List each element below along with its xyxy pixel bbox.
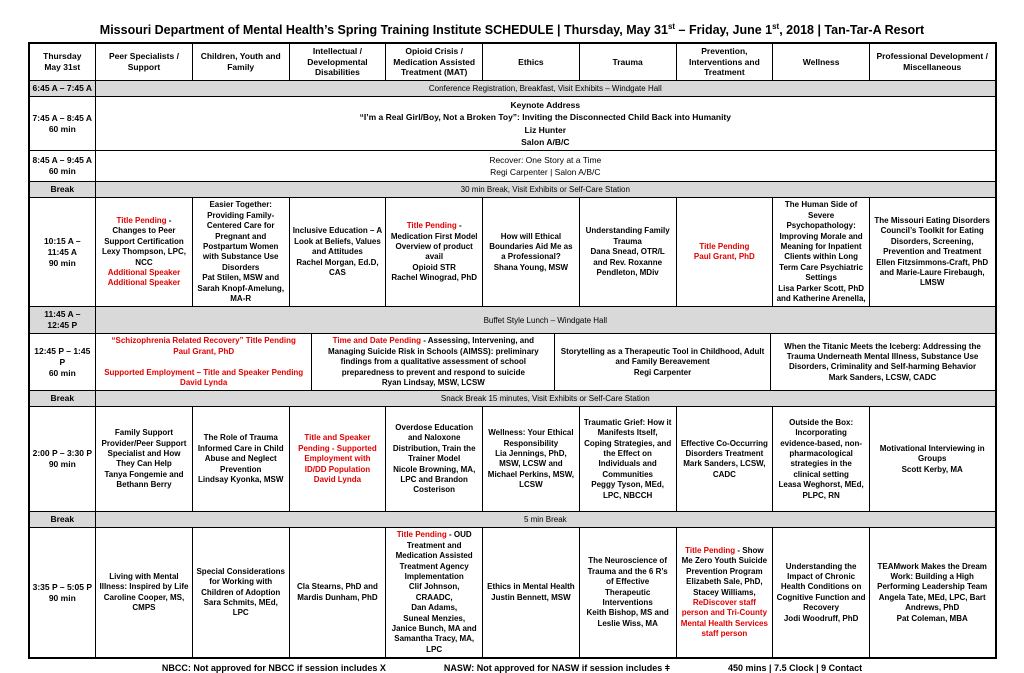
cell-line: Salon A/B/C: [521, 137, 570, 148]
schedule-row: [30, 80, 995, 96]
cell-line: Dan Adams,: [411, 603, 458, 613]
time-cell: [30, 198, 96, 306]
cell-line: Mark Sanders, LCSW, CADC: [828, 372, 937, 382]
cell-line: 90 min: [48, 459, 76, 470]
cell-line: [389, 530, 479, 582]
cell-line: The Neuroscience of Trauma and the 6 R’s of Effective Therapeutic Interventions: [587, 556, 668, 607]
cell-line: Regi Carpenter: [633, 367, 692, 377]
session-cell: [579, 528, 676, 657]
session-cell: [95, 334, 311, 390]
session-cell: [579, 407, 676, 511]
cell-line: [173, 347, 234, 357]
cell-line: [108, 268, 180, 278]
time-cell: [30, 407, 96, 511]
schedule-row: [30, 390, 995, 406]
cell-line: [680, 546, 770, 577]
pending-text: Title Pending: [699, 241, 750, 251]
session-cell: [554, 334, 769, 390]
cell-line: The Role of Trauma Informed Care in Child Abuse and Neglect Prevention: [197, 433, 284, 474]
header-cell-date: [30, 44, 96, 80]
cell-line: [108, 278, 180, 288]
cell-line: Ellen Fitzsimmons-Craft, PhD and Marie-Laure Firebaugh, LMSW: [876, 257, 989, 288]
cell-line: 60 min: [48, 166, 76, 177]
cell-line: Ryan Lindsay, MSW, LCSW: [381, 377, 485, 387]
cell-line: 12:45 P – 1:45 P: [34, 345, 91, 367]
cell-line: [203, 357, 205, 367]
cell-line: May 31st: [44, 62, 81, 73]
title-text: – Friday, June 1: [675, 23, 773, 38]
cell-line: Sara Schmits, MEd, LPC: [203, 597, 278, 618]
cell-line: The Missouri Eating Disorders Council’s Toolkit for Eating Disorders, Screening, Prevention and Treatment: [874, 215, 990, 257]
cell-line: 60 min: [48, 367, 76, 378]
cell-line: Rachel Morgan, Ed.D, CAS: [296, 257, 379, 277]
header-cell-track: Opioid Crisis / Medication Assisted Treatment (MAT): [385, 44, 482, 80]
cell-line: Inclusive Education – A Look at Beliefs, Values and Attitudes: [292, 226, 383, 257]
cell-line: Ethics in Mental Health: [487, 582, 575, 592]
header-cell-track: Intellectual / Developmental Disabilities: [289, 44, 386, 80]
cell-line: Samantha Tracy, MA, LPC: [394, 634, 475, 654]
session-text: - Changes to Peer Support Certification: [104, 215, 184, 246]
cell-line: Clif Johnson, CRAADC,: [408, 582, 460, 602]
pending-text: Title Pending: [685, 546, 736, 555]
schedule-row: [30, 527, 995, 657]
session-cell: [772, 528, 869, 657]
plenary-cell: [95, 97, 994, 150]
band-text-cell: 5 min Break: [95, 512, 994, 527]
cell-line: Caroline Cooper, MS, CMPS: [103, 592, 185, 613]
cell-line: Lindsay Kyonka, MSW: [198, 474, 284, 484]
session-text: - Show Me Zero Youth Suicide Prevention Program: [681, 546, 768, 576]
cell-line: Lisa Parker Scott, PhD and Katherine Arenella,: [776, 283, 866, 303]
cell-line: Janice Bunch, MA and: [391, 623, 477, 633]
pending-text: Supported Employment – Title and Speaker Pending: [104, 367, 304, 377]
session-cell: [869, 528, 994, 657]
cell-line: Effective Co-Occurring Disorders Treatment: [680, 438, 768, 458]
session-text: - Medication First Model: [390, 221, 478, 241]
time-cell: [30, 528, 96, 657]
session-cell: [676, 198, 773, 306]
cell-line: Tanya Fongemie and Bethann Berry: [104, 469, 184, 490]
cell-line: 90 min: [48, 592, 76, 603]
cell-line: Family Support Provider/Peer Support Specialist and How They Can Help: [101, 428, 187, 469]
cell-line: 90 min: [48, 257, 76, 268]
session-cell: [192, 198, 289, 306]
cell-line: Jodi Woodruff, PhD: [783, 613, 859, 623]
pending-text: Title and Speaker Pending - Supported Employment with ID/DD Population: [298, 433, 377, 474]
pending-text: ReDiscover staff person and Tri-County Mental Health Services staff person: [680, 597, 768, 639]
session-cell: [770, 334, 995, 390]
session-text: - OUD Treatment and Medication Assisted Treatment Agency Implementation: [395, 530, 473, 581]
cell-line: Angela Tate, MEd, LPC, Bart Andrews, PhD: [878, 592, 986, 613]
cell-line: Mark Sanders, LCSW, CADC: [683, 459, 766, 479]
session-cell: [869, 407, 994, 511]
pending-text: Title Pending: [406, 221, 457, 231]
cell-line: 2:00 P – 3:30 P: [32, 448, 92, 459]
cell-line: Recover: One Story at a Time: [489, 155, 602, 166]
cell-line: 7:45 A – 8:45 A: [32, 112, 93, 123]
cell-line: Rachel Winograd, PhD: [391, 273, 478, 283]
time-cell: Break: [50, 514, 75, 525]
cell-line: Lia Jennings, PhD, MSW, LCSW and Michael Perkins, MSW, LCSW: [487, 448, 575, 490]
cell-line: Keynote Address: [510, 100, 581, 111]
cell-line: “I’m a Real Girl/Boy, Not a Broken Toy”: Inviting the Disconnected Child Back into Humanity: [359, 112, 731, 123]
cell-line: Opioid STR: [412, 262, 456, 272]
cell-line: Suneal Menzies,: [403, 613, 466, 623]
session-cell: [482, 407, 579, 511]
cell-line: Scott Kerby, MA: [901, 464, 963, 474]
session-cell: [95, 528, 192, 657]
page-title: [0, 0, 1024, 37]
header-cell-track: Wellness: [772, 44, 869, 80]
cell-line: [699, 242, 749, 252]
session-cell: [482, 198, 579, 306]
cell-line: Shana Young, MSW: [493, 262, 569, 272]
time-cell: 11:45 A – 12:45 P: [44, 309, 81, 331]
cell-line: Elizabeth Sale, PhD,: [686, 577, 763, 587]
header-cell-track: Prevention, Interventions and Treatment: [676, 44, 773, 80]
cell-line: Pat Stilen, MSW and Sarah Knopf-Amelung, MA-R: [197, 273, 285, 303]
band-text-cell: Conference Registration, Breakfast, Visit Exhibits – Windgate Hall: [95, 81, 994, 96]
pending-text: “Schizophrenia Related Recovery” Title Pending: [111, 336, 296, 346]
time-cell: Break: [50, 184, 75, 195]
session-cell: [289, 407, 386, 511]
time-cell: [30, 97, 96, 150]
schedule-table: [28, 42, 997, 659]
session-cell: [869, 198, 994, 306]
cell-line: Leasa Weghorst, MEd, PLPC, RN: [778, 480, 864, 500]
session-cell: [385, 407, 482, 511]
cell-line: TEAMwork Makes the Dream Work: Building a High Performing Leadership Team: [877, 561, 988, 592]
cell-line: Cla Stearns, PhD and Mardis Dunham, PhD: [296, 582, 378, 602]
band-text-cell: Snack Break 15 minutes, Visit Exhibits or Self-Care Station: [95, 391, 994, 406]
pending-text: Paul Grant, PhD: [173, 346, 235, 356]
session-cell: [311, 334, 554, 390]
schedule-row: [30, 96, 995, 150]
footer-nasw-note: NASW: Not approved for NASW if session includes ǂ: [443, 663, 671, 673]
schedule-row: [30, 150, 995, 181]
cell-line: [104, 368, 303, 378]
pending-text: David Lynda: [313, 474, 362, 484]
session-cell: [95, 407, 192, 511]
session-cell: [676, 407, 773, 511]
cell-line: Dana Snead, OTR/L and Rev. Roxanne Pendleton, MDiv: [590, 247, 665, 277]
header-cell-track: Professional Development / Miscellaneous: [869, 44, 994, 80]
pending-text: Title Pending: [396, 530, 447, 540]
session-cell: [579, 198, 676, 306]
session-cell: [289, 198, 386, 306]
cell-line: [694, 252, 755, 262]
cell-line: Pat Coleman, MBA: [896, 613, 968, 623]
band-text-cell: Buffet Style Lunch – Windgate Hall: [95, 307, 994, 333]
time-cell: Break: [50, 393, 75, 404]
schedule-row: [30, 181, 995, 197]
header-cell-track: Children, Youth and Family: [192, 44, 289, 80]
time-cell: [30, 334, 96, 390]
cell-line: Outside the Box: Incorporating evidence-based, non-pharmacological strategies in the clinical setting: [780, 417, 863, 479]
cell-line: Understanding the Impact of Chronic Health Conditions on Cognitive Function and Recovery: [776, 561, 866, 613]
cell-line: [389, 221, 479, 242]
cell-line: Understanding Family Trauma: [585, 226, 670, 246]
cell-line: Easier Together: Providing Family-Centered Care for Pregnant and Postpartum Women with Substance Use Disorders: [202, 200, 279, 272]
footer-credit-hours: 450 mins | 7.5 Clock | 9 Contact: [728, 663, 863, 673]
cell-line: Lexy Thompson, LPC, NCC: [101, 247, 186, 267]
header-cell-track: Peer Specialists / Support: [95, 44, 192, 80]
schedule-row: [30, 511, 995, 527]
band-text-cell: 30 min Break, Visit Exhibits or Self-Care Station: [95, 182, 994, 197]
session-cell: [482, 528, 579, 657]
time-cell: [30, 151, 96, 181]
cell-line: Regi Carpenter | Salon A/B/C: [490, 167, 601, 178]
cell-line: The Human Side of Severe Psychopathology: Improving Morale and Meaning for Inpatient Clients within Long Term Care Psychiatric Settings: [779, 200, 864, 283]
title-text: , 2018 | Tan-Tar-A Resort: [779, 23, 925, 38]
cell-line: Nicole Browning, MA, LPC and Brandon Costerison: [393, 464, 476, 495]
cell-line: 10:15 A – 11:45 A: [43, 235, 81, 257]
cell-line: Wellness: Your Ethical Responsibility: [488, 428, 574, 448]
pending-text: Additional Speaker: [107, 278, 181, 288]
cell-line: When the Titanic Meets the Iceberg: Addressing the Trauma Underneath Mental Illness, Substance Use Disorders, Criminality and Self-harming Behavior: [784, 341, 981, 372]
session-cell: [676, 528, 773, 657]
session-cell: [385, 528, 482, 657]
cell-line: [112, 336, 296, 346]
plenary-cell: [95, 151, 994, 181]
cell-line: [314, 475, 361, 485]
session-cell: [385, 198, 482, 306]
cell-line: Motivational Interviewing in Groups: [879, 443, 985, 464]
cell-line: [293, 433, 383, 475]
schedule-footer: [30, 663, 995, 673]
session-cell: [772, 198, 869, 306]
cell-line: Overview of product avail: [395, 241, 473, 262]
title-superscript: st: [667, 22, 676, 31]
session-cell: [289, 528, 386, 657]
session-cell: [95, 198, 192, 306]
cell-line: Keith Bishop, MS and Leslie Wiss, MA: [586, 608, 669, 628]
cell-line: Liz Hunter: [524, 124, 567, 135]
cell-line: Peggy Tyson, MEd, LPC, NBCCH: [591, 480, 665, 500]
pending-text: Additional Speaker: [107, 267, 181, 277]
cell-line: [99, 216, 189, 247]
schedule-row: [30, 333, 995, 390]
session-text: - Assessing, Intervening, and Managing Suicide Risk in Schools (AIMSS): preliminary findings from a qualitative assessment of school preparedness to prevent and respond to suicide: [328, 336, 539, 377]
cell-line: Stacey Williams,: [693, 587, 756, 597]
cell-line: 8:45 A – 9:45 A: [32, 155, 93, 166]
cell-line: 3:35 P – 5:05 P: [32, 581, 92, 592]
schedule-header-row: [30, 44, 995, 80]
title-superscript: st: [772, 22, 780, 31]
cell-line: Special Considerations for Working with Children of Adoption: [196, 566, 285, 597]
schedule-row: [30, 406, 995, 511]
session-cell: [772, 407, 869, 511]
header-cell-track: Trauma: [579, 44, 676, 80]
cell-line: How will Ethical Boundaries Aid Me as a Professional?: [489, 231, 573, 262]
cell-line: Justin Bennett, MSW: [491, 592, 571, 602]
cell-line: Storytelling as a Therapeutic Tool in Childhood, Adult and Family Bereavement: [560, 346, 765, 367]
cell-line: 60 min: [48, 123, 76, 134]
header-cell-track: Ethics: [482, 44, 579, 80]
cell-line: Traumatic Grief: How it Manifests Itself, Coping Strategies, and the Effect on Individuals and Communities: [583, 417, 672, 479]
schedule-row: [30, 197, 995, 306]
title-text: Missouri Department of Mental Health’s Spring Training Institute SCHEDULE | Thursday, May 31: [99, 23, 668, 38]
cell-line: Living with Mental Illness: Inspired by Life: [99, 571, 189, 592]
cell-line: [180, 378, 227, 388]
footer-nbcc-note: NBCC: Not approved for NBCC if session includes X: [161, 663, 386, 673]
session-cell: [192, 528, 289, 657]
pending-text: Title Pending: [116, 215, 167, 225]
cell-line: Overdose Education and Naloxone Distribution, Train the Trainer Model: [392, 423, 476, 464]
cell-line: [315, 336, 551, 378]
cell-line: [680, 598, 770, 640]
time-cell: 6:45 A – 7:45 A: [32, 83, 93, 94]
schedule-row: [30, 306, 995, 333]
pending-text: Time and Date Pending: [332, 336, 421, 346]
cell-line: Thursday: [43, 51, 82, 62]
pending-text: Paul Grant, PhD: [693, 252, 755, 262]
session-cell: [192, 407, 289, 511]
pending-text: David Lynda: [180, 377, 228, 387]
